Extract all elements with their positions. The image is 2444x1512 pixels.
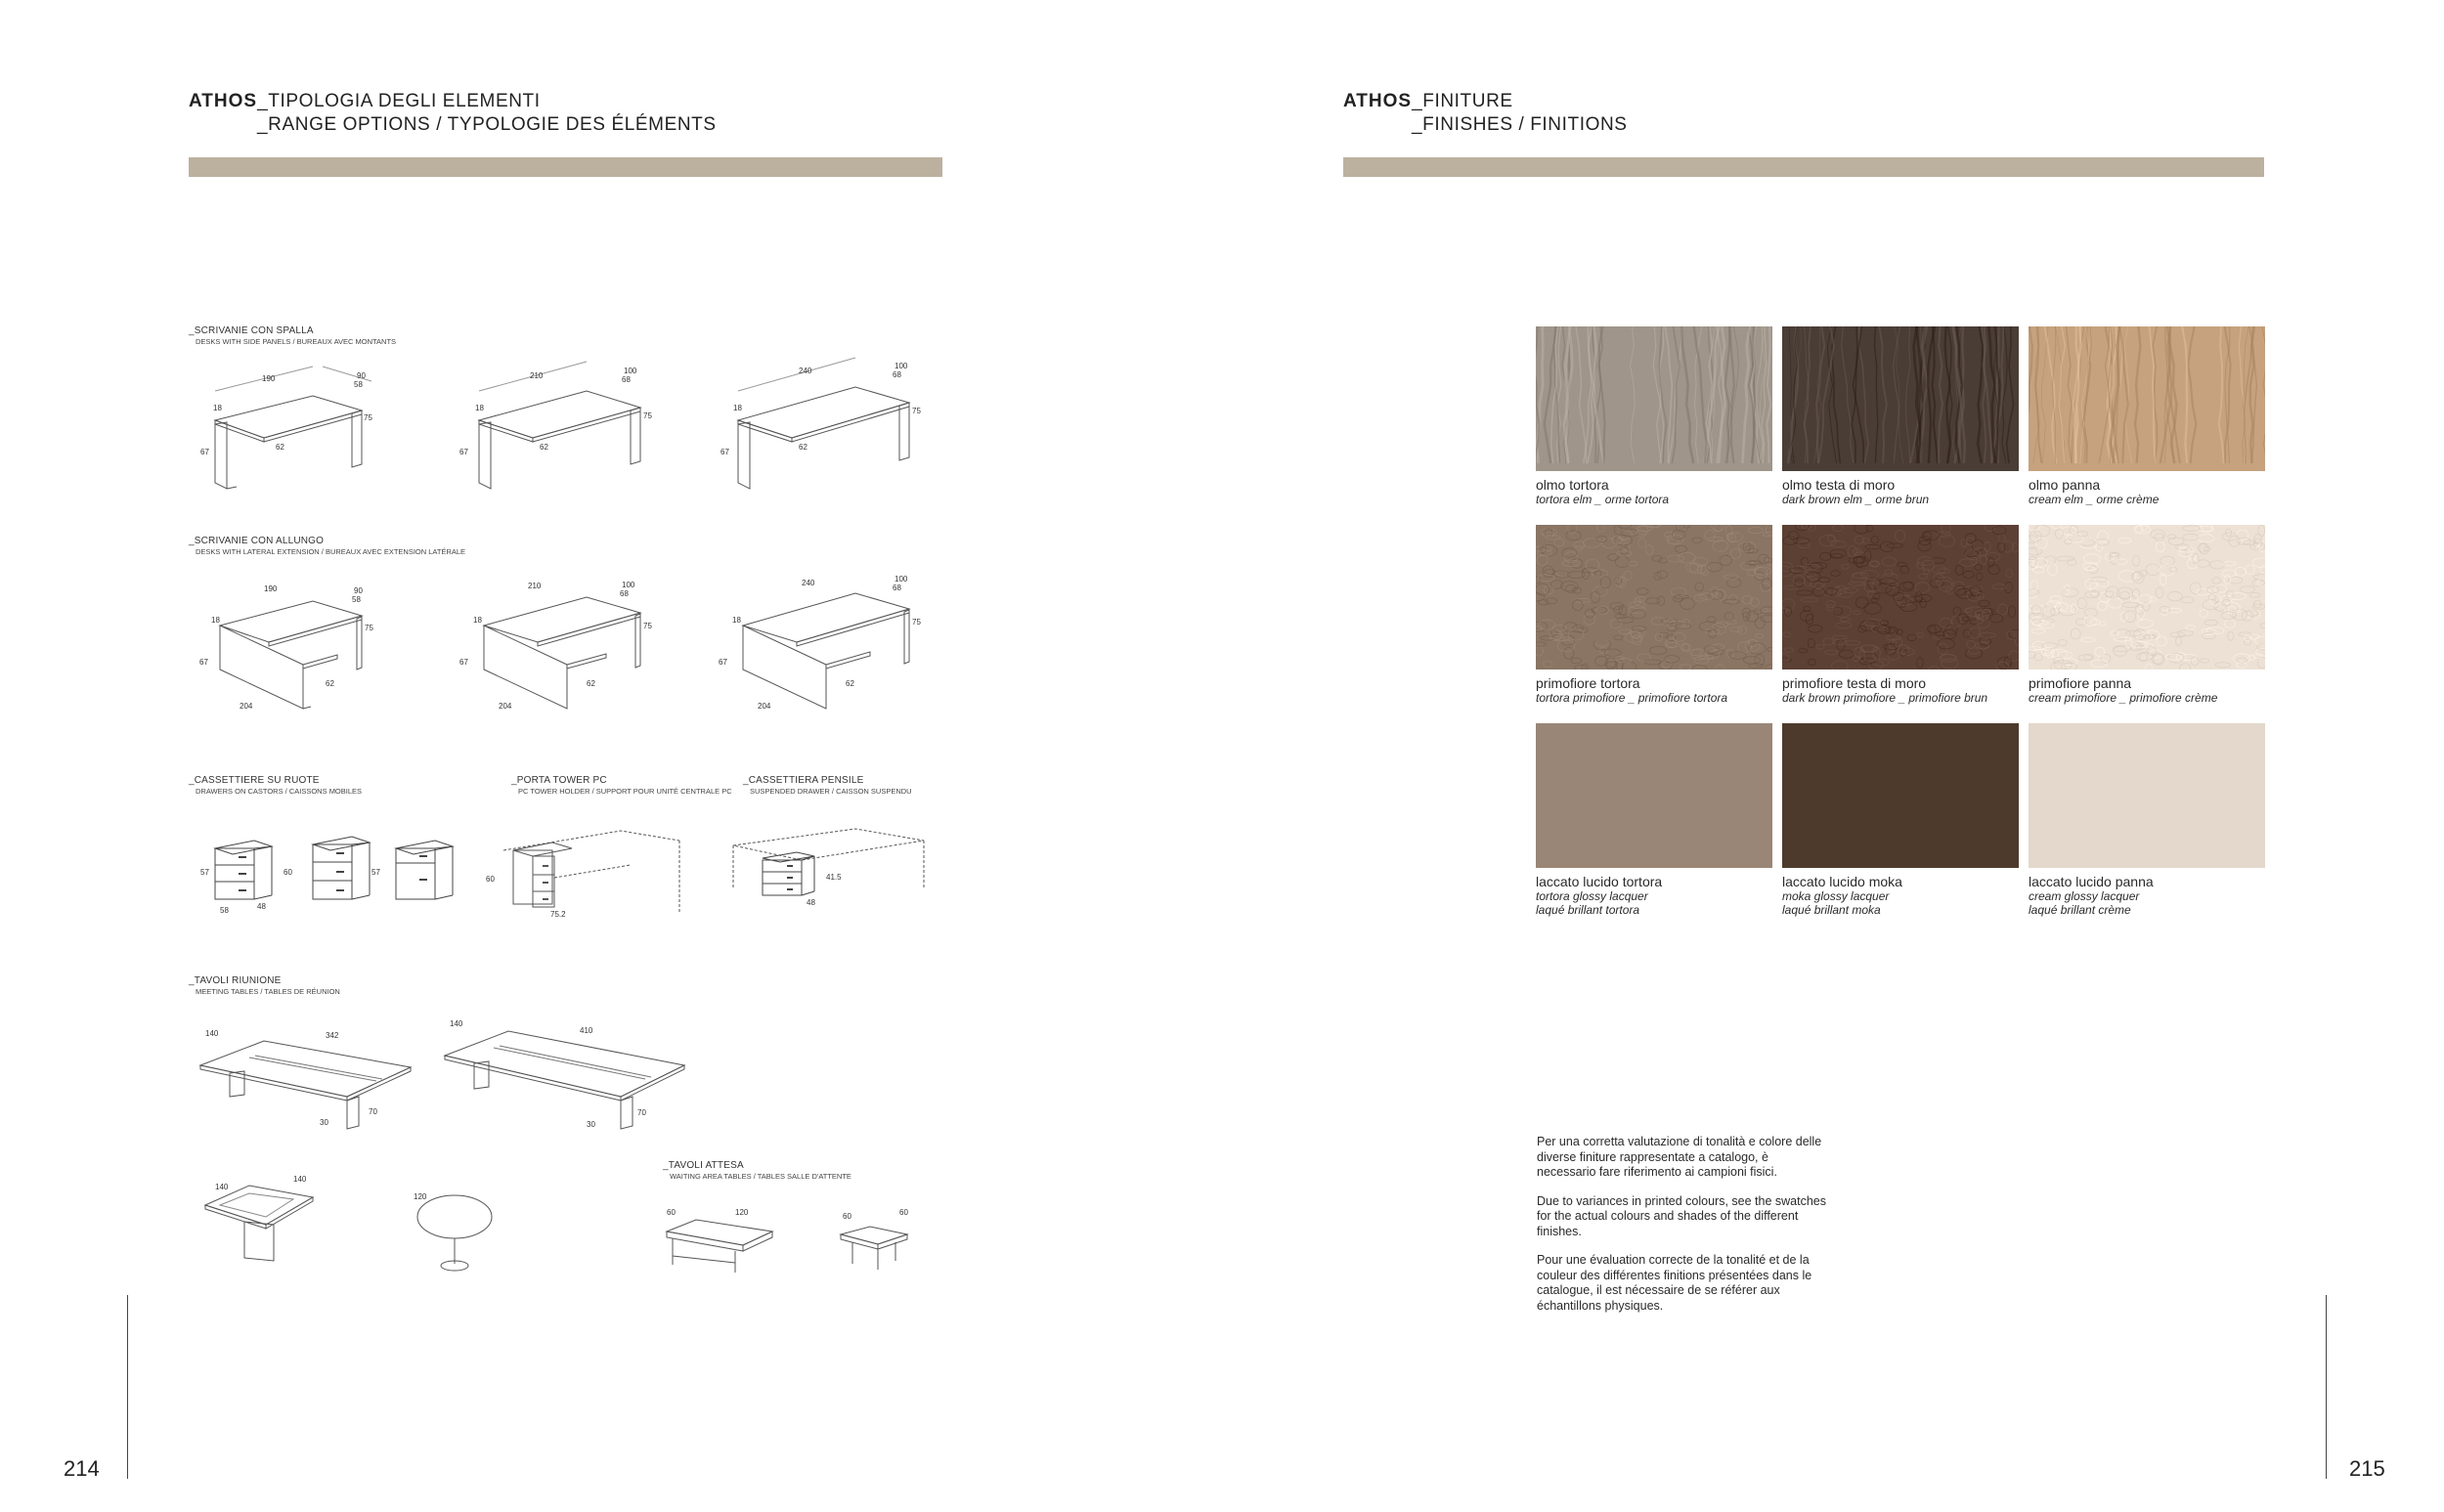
dim-label: 60 xyxy=(486,875,495,884)
dim-label: 70 xyxy=(369,1107,377,1116)
dim-label: 67 xyxy=(459,448,468,456)
dim-label: 75 xyxy=(912,618,921,626)
finish-translation: cream elm _ orme crème xyxy=(2029,493,2160,506)
swatch-wood xyxy=(1782,326,2019,471)
dim-label: 62 xyxy=(276,443,284,452)
finish-caption xyxy=(1536,875,1780,917)
finish-translation: tortora elm _ orme tortora xyxy=(1536,493,1670,506)
dim-label: 68 xyxy=(893,370,901,379)
section-tower xyxy=(511,775,732,797)
section-meeting xyxy=(189,975,340,997)
desk-side-210-drawing xyxy=(450,352,665,498)
dim-label: 204 xyxy=(240,702,253,711)
note-french: Pour une évaluation correcte de la tonalité et de la couleur des différentes finitions présentées dans le catalogue, il est nécessaire de se référer aux échantillons physiques. xyxy=(1537,1253,1812,1313)
right-page-number: 215 xyxy=(2349,1456,2385,1481)
dim-label: 100 xyxy=(895,362,908,370)
desk-side-240-drawing xyxy=(709,352,929,498)
dim-label: 210 xyxy=(530,371,544,380)
dim-label: 60 xyxy=(843,1212,851,1221)
finish-translation: cream primofiore _ primofiore crème xyxy=(2029,691,2218,705)
meeting-table-342-drawing xyxy=(191,1016,425,1139)
finish-translation: laqué brillant tortora xyxy=(1536,903,1640,917)
finish-translation: cream glossy lacquer xyxy=(2029,889,2140,903)
dim-label: 120 xyxy=(735,1208,749,1217)
dim-label: 100 xyxy=(622,581,635,589)
finish-caption xyxy=(1782,676,2027,705)
swatch-wood xyxy=(2029,326,2265,471)
dim-label: 90 xyxy=(354,586,363,595)
swatch-leather xyxy=(2029,525,2265,670)
dim-label: 48 xyxy=(257,902,266,911)
meeting-table-410-drawing xyxy=(435,1007,699,1139)
section-title: _TAVOLI RIUNIONE xyxy=(189,975,282,986)
dim-label: 48 xyxy=(807,898,815,907)
section-subtitle: DESKS WITH LATERAL EXTENSION / BUREAUX AVEC EXTENSION LATÉRALE xyxy=(196,547,466,556)
round-table-drawing xyxy=(406,1188,513,1280)
section-subtitle: WAITING AREA TABLES / TABLES SALLE D'ATTENTE xyxy=(670,1172,851,1181)
section-desks-side xyxy=(189,325,396,347)
finish-name: primofiore testa di moro xyxy=(1782,675,1927,691)
dim-label: 100 xyxy=(895,575,908,583)
finish-caption xyxy=(1536,676,1780,705)
left-header-band xyxy=(189,157,942,177)
dim-label: 18 xyxy=(475,404,484,412)
dim-label: 62 xyxy=(326,679,334,688)
waiting-table-120-drawing xyxy=(657,1202,794,1280)
dim-label: 58 xyxy=(220,906,229,915)
dim-label: 62 xyxy=(587,679,595,688)
right-title-line2: _FINISHES / FINITIONS xyxy=(1412,114,1628,135)
desk-ext-210-drawing xyxy=(450,562,665,738)
swatch-flat xyxy=(2029,723,2265,868)
left-title-line2: _RANGE OPTIONS / TYPOLOGIE DES ÉLÉMENTS xyxy=(257,114,717,135)
dim-label: 58 xyxy=(354,380,363,389)
section-pensile xyxy=(743,775,912,797)
dim-label: 70 xyxy=(637,1108,646,1117)
finish-name: laccato lucido tortora xyxy=(1536,874,1663,889)
pc-tower-drawing xyxy=(484,821,689,929)
dim-label: 75 xyxy=(364,413,372,422)
dim-label: 410 xyxy=(580,1026,593,1035)
left-margin-rule xyxy=(127,1295,128,1479)
dim-label: 67 xyxy=(199,658,208,667)
dim-label: 204 xyxy=(758,702,771,711)
left-title-line1: _TIPOLOGIA DEGLI ELEMENTI xyxy=(257,91,541,111)
dim-label: 60 xyxy=(284,868,292,877)
dim-label: 210 xyxy=(528,582,542,590)
dim-label: 75.2 xyxy=(550,910,566,919)
section-title: _PORTA TOWER PC xyxy=(511,775,607,786)
section-title: _CASSETTIERE SU RUOTE xyxy=(189,775,320,786)
castor-drawers-drawing xyxy=(196,831,450,919)
swatch-leather xyxy=(1782,525,2019,670)
section-castors xyxy=(189,775,362,797)
dim-label: 68 xyxy=(622,375,631,384)
finish-caption xyxy=(2029,676,2273,705)
finish-translation: laqué brillant crème xyxy=(2029,903,2131,917)
dim-label: 30 xyxy=(320,1118,328,1127)
section-desks-extension xyxy=(189,536,465,557)
finish-caption xyxy=(1782,478,2027,506)
finish-name: laccato lucido moka xyxy=(1782,874,1902,889)
dim-label: 62 xyxy=(846,679,854,688)
dim-label: 30 xyxy=(587,1120,595,1129)
dim-label: 68 xyxy=(893,583,901,592)
right-margin-rule xyxy=(2326,1295,2327,1479)
section-subtitle: PC TOWER HOLDER / SUPPORT POUR UNITÉ CENTRALE PC xyxy=(518,787,732,796)
dim-label: 75 xyxy=(643,622,652,630)
square-table-drawing xyxy=(196,1168,342,1275)
finish-translation: laqué brillant moka xyxy=(1782,903,1881,917)
left-page-number: 214 xyxy=(64,1456,100,1481)
dim-label: 140 xyxy=(450,1019,463,1028)
left-brand: ATHOS xyxy=(189,91,258,111)
dim-label: 75 xyxy=(643,411,652,420)
right-header-band xyxy=(1343,157,2264,177)
finish-translation: tortora primofiore _ primofiore tortora xyxy=(1536,691,1728,705)
right-brand: ATHOS xyxy=(1343,91,1413,111)
dim-label: 67 xyxy=(719,658,727,667)
dim-label: 62 xyxy=(799,443,807,452)
desk-side-190-drawing xyxy=(186,352,391,498)
finish-translation: moka glossy lacquer xyxy=(1782,889,1890,903)
finish-name: primofiore tortora xyxy=(1536,675,1640,691)
finish-name: laccato lucido panna xyxy=(2029,874,2154,889)
note-italian: Per una corretta valutazione di tonalità e colore delle diverse finiture rappresentate a catalogo, è necessario fare riferimento ai campioni fisici. xyxy=(1537,1135,1822,1179)
finish-translation: dark brown elm _ orme brun xyxy=(1782,493,1930,506)
dim-label: 342 xyxy=(326,1031,339,1040)
section-subtitle: SUSPENDED DRAWER / CAISSON SUSPENDU xyxy=(750,787,912,796)
finish-name: olmo panna xyxy=(2029,477,2101,493)
section-subtitle: DRAWERS ON CASTORS / CAISSONS MOBILES xyxy=(196,787,363,796)
finish-caption xyxy=(1536,478,1780,506)
desk-ext-240-drawing xyxy=(709,562,929,738)
section-title: _CASSETTIERA PENSILE xyxy=(743,775,864,786)
finish-translation: dark brown primofiore _ primofiore brun xyxy=(1782,691,1988,705)
finish-name: olmo tortora xyxy=(1536,477,1609,493)
suspended-drawer-drawing xyxy=(728,821,934,929)
section-subtitle: MEETING TABLES / TABLES DE RÉUNION xyxy=(196,987,340,996)
section-subtitle: DESKS WITH SIDE PANELS / BUREAUX AVEC MONTANTS xyxy=(196,337,397,346)
desk-ext-190-drawing xyxy=(186,562,391,738)
dim-label: 140 xyxy=(205,1029,219,1038)
finish-caption xyxy=(2029,478,2273,506)
dim-label: 140 xyxy=(215,1183,229,1191)
dim-label: 140 xyxy=(293,1175,307,1184)
dim-label: 240 xyxy=(802,579,815,587)
dim-label: 90 xyxy=(357,371,366,380)
finish-name: olmo testa di moro xyxy=(1782,477,1896,493)
dim-label: 18 xyxy=(211,616,220,625)
right-page-heading xyxy=(1343,90,1628,137)
colour-disclaimer xyxy=(1537,1135,1830,1327)
waiting-table-60-drawing xyxy=(831,1207,929,1280)
dim-label: 58 xyxy=(352,595,361,604)
swatch-leather xyxy=(1536,525,1772,670)
swatch-flat xyxy=(1536,723,1772,868)
swatch-flat xyxy=(1782,723,2019,868)
dim-label: 67 xyxy=(459,658,468,667)
dim-label: 120 xyxy=(414,1192,427,1201)
section-title: _SCRIVANIE CON ALLUNGO xyxy=(189,536,325,546)
dim-label: 41.5 xyxy=(826,873,842,882)
dim-label: 240 xyxy=(799,367,812,375)
dim-label: 18 xyxy=(213,404,222,412)
dim-label: 190 xyxy=(262,374,276,383)
dim-label: 57 xyxy=(200,868,209,877)
dim-label: 57 xyxy=(371,868,380,877)
finish-translation: tortora glossy lacquer xyxy=(1536,889,1648,903)
dim-label: 75 xyxy=(912,407,921,415)
dim-label: 68 xyxy=(620,589,629,598)
dim-label: 60 xyxy=(899,1208,908,1217)
dim-label: 18 xyxy=(732,616,741,625)
section-waiting xyxy=(663,1160,851,1182)
finish-caption xyxy=(1782,875,2027,917)
dim-label: 67 xyxy=(200,448,209,456)
dim-label: 190 xyxy=(264,584,278,593)
finish-name: primofiore panna xyxy=(2029,675,2132,691)
swatch-wood xyxy=(1536,326,1772,471)
dim-label: 204 xyxy=(499,702,512,711)
dim-label: 62 xyxy=(540,443,548,452)
dim-label: 100 xyxy=(624,367,637,375)
section-title: _TAVOLI ATTESA xyxy=(663,1160,744,1171)
dim-label: 75 xyxy=(365,624,373,632)
left-page-heading xyxy=(189,90,717,137)
section-title: _SCRIVANIE CON SPALLA xyxy=(189,325,314,336)
dim-label: 67 xyxy=(720,448,729,456)
dim-label: 18 xyxy=(473,616,482,625)
right-title-line1: _FINITURE xyxy=(1412,91,1513,111)
finish-caption xyxy=(2029,875,2273,917)
dim-label: 60 xyxy=(667,1208,676,1217)
note-english: Due to variances in printed colours, see the swatches for the actual colours and shades of the different finishes. xyxy=(1537,1193,1826,1238)
dim-label: 18 xyxy=(733,404,742,412)
